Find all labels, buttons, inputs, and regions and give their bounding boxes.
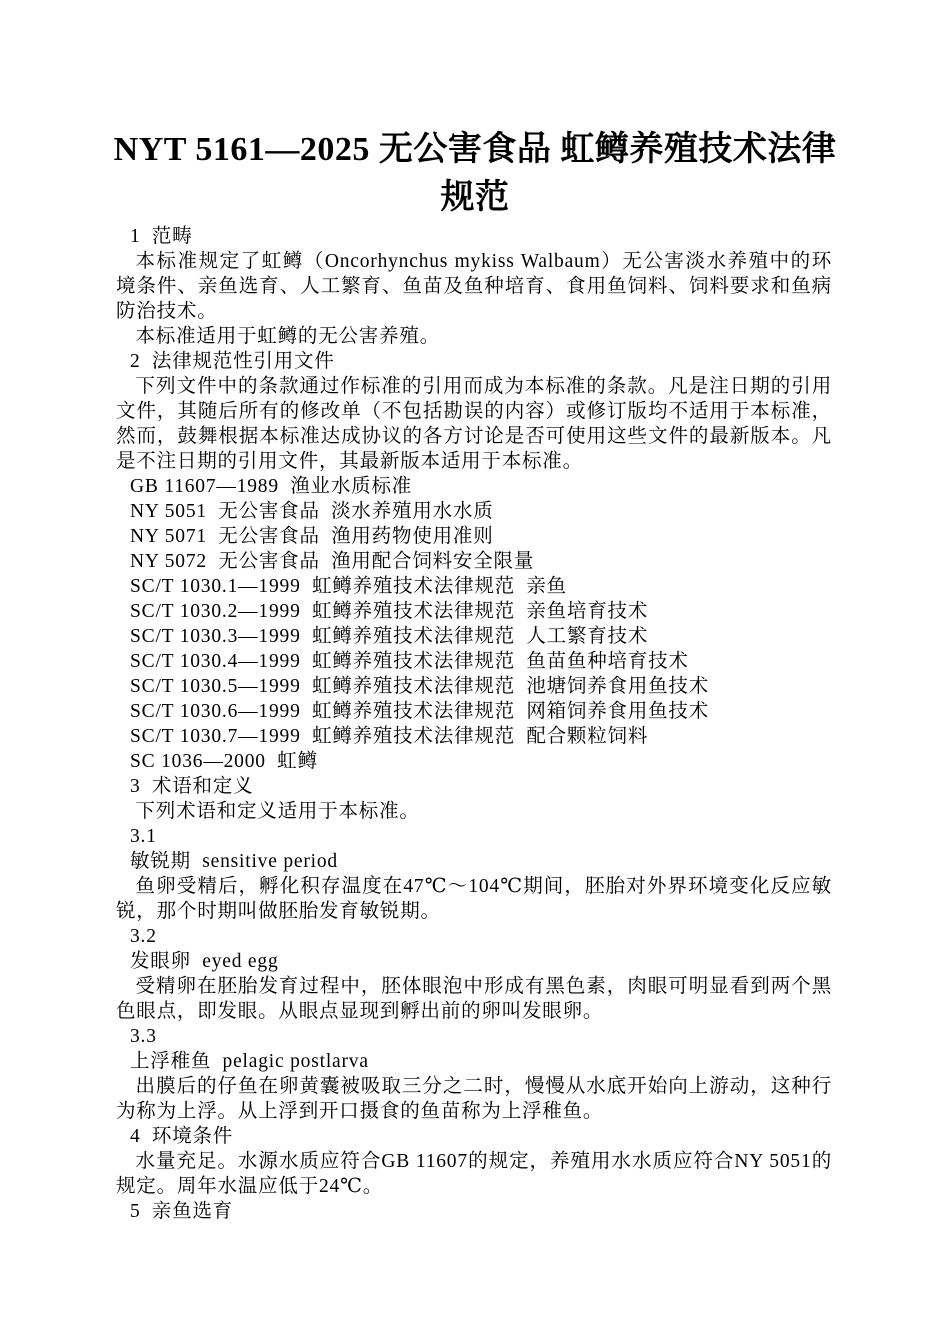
reference-item: NY 5071 无公害食品 渔用药物使用准则 (130, 526, 494, 547)
reference-item: SC/T 1030.5—1999 虹鳟养殖技术法律规范 池塘饲养食用鱼技术 (130, 676, 710, 697)
document-title: NYT 5161—2025 无公害食品 虹鳟养殖技术法律规范 (113, 131, 837, 216)
term-number: 3.2 (130, 926, 157, 947)
paragraph: 下列文件中的条款通过作标准的引用而成为本标准的条款。凡是注日期的引用文件，其随后所有的修改单（不包括勘误的内容）或修订版均不适用于本标准，然而，鼓舞根据本标准达成协议的各方讨论是否可使用这些文件的最新版本。凡是不注日期的引用文件，其最新版本适用于本标准。 (116, 376, 832, 472)
paragraph: 下列术语和定义适用于本标准。 (135, 801, 420, 822)
reference-item: NY 5072 无公害食品 渔用配合饲料安全限量 (130, 551, 535, 572)
reference-item: GB 11607—1989 渔业水质标准 (130, 476, 413, 497)
paragraph: 本标准规定了虹鳟（Oncorhynchus mykiss Walbaum）无公害淡水养殖中的环境条件、亲鱼选育、人工繁育、鱼苗及鱼种培育、食用鱼饲料、饲料要求和鱼病防治技术。 (116, 251, 832, 322)
section-heading: 5 亲鱼选育 (130, 1201, 234, 1222)
reference-item: SC/T 1030.2—1999 虹鳟养殖技术法律规范 亲鱼培育技术 (130, 601, 649, 622)
term-definition: 受精卵在胚胎发育过程中，胚体眼泡中形成有黑色素，肉眼可明显看到两个黑色眼点，即发眼。从眼点显现到孵出前的卵叫发眼卵。 (116, 976, 832, 1022)
paragraph: 水量充足。水源水质应符合GB 11607的规定，养殖用水水质应符合NY 5051的规定。周年水温应低于24℃。 (116, 1151, 832, 1197)
term-number: 3.1 (130, 826, 157, 847)
paragraph: 本标准适用于虹鳟的无公害养殖。 (135, 326, 441, 347)
reference-item: SC/T 1030.6—1999 虹鳟养殖技术法律规范 网箱饲养食用鱼技术 (130, 701, 710, 722)
reference-item: SC/T 1030.1—1999 虹鳟养殖技术法律规范 亲鱼 (130, 576, 567, 597)
section-heading: 1 范畴 (130, 226, 193, 247)
term-name: 敏锐期 sensitive period (130, 851, 338, 872)
document-body (116, 224, 832, 1224)
section-heading: 3 术语和定义 (130, 776, 254, 797)
term-definition: 鱼卵受精后，孵化积存温度在47℃～104℃期间，胚胎对外界环境变化反应敏锐，那个时期叫做胚胎发育敏锐期。 (116, 876, 832, 922)
reference-item: SC/T 1030.4—1999 虹鳟养殖技术法律规范 鱼苗鱼种培育技术 (130, 651, 689, 672)
reference-item: NY 5051 无公害食品 淡水养殖用水水质 (130, 501, 494, 522)
section-heading: 4 环境条件 (130, 1126, 234, 1147)
term-name: 发眼卵 eyed egg (130, 951, 279, 972)
section-heading: 2 法律规范性引用文件 (130, 351, 335, 372)
reference-item: SC/T 1030.3—1999 虹鳟养殖技术法律规范 人工繁育技术 (130, 626, 649, 647)
term-definition: 出膜后的仔鱼在卵黄囊被吸取三分之二时，慢慢从水底开始向上游动，这种行为称为上浮。从上浮到开口摄食的鱼苗称为上浮稚鱼。 (116, 1076, 832, 1122)
term-number: 3.3 (130, 1026, 157, 1047)
reference-item: SC/T 1030.7—1999 虹鳟养殖技术法律规范 配合颗粒饲料 (130, 726, 649, 747)
reference-item: SC 1036—2000 虹鳟 (130, 751, 318, 772)
term-name: 上浮稚鱼 pelagic postlarva (130, 1051, 369, 1072)
